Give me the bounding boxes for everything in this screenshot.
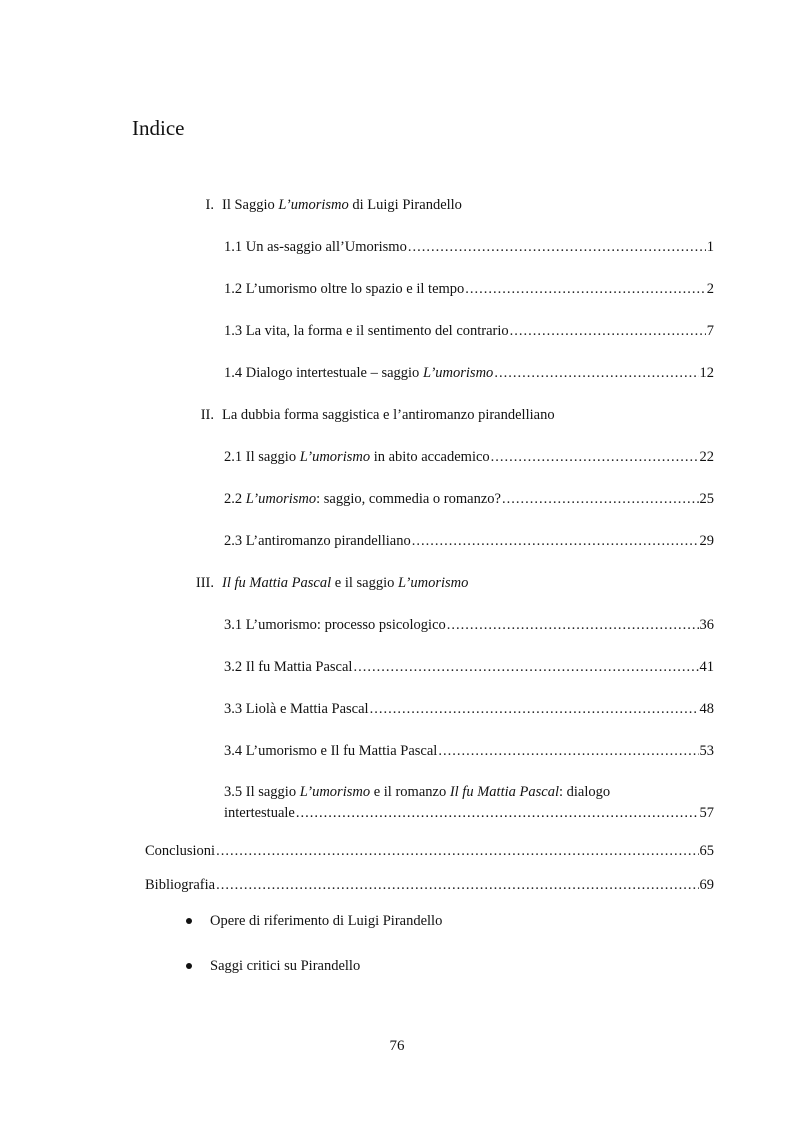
toc-entry-2-1 [224, 448, 714, 466]
entry-page: 29 [699, 533, 714, 549]
toc-entry-2-2 [224, 490, 714, 508]
page-number: 76 [389, 1038, 405, 1054]
dot-leader [353, 658, 698, 676]
entry-title: 1.2 L’umorismo oltre lo spazio e il tempo [224, 281, 465, 297]
chapter-2 [188, 406, 555, 424]
dot-leader [216, 876, 698, 894]
entry-page: 41 [699, 659, 714, 675]
chapter-number: I. [205, 197, 214, 213]
chapter-title-italic: Il fu Mattia Pascal [222, 575, 332, 591]
chapter-number: III. [195, 575, 214, 591]
bullet-icon [186, 918, 192, 924]
entry-title: Conclusioni [145, 843, 216, 859]
toc-entry-conclusioni [145, 842, 714, 860]
chapter-title-italic-2: L’umorismo [398, 575, 469, 591]
entry-page: 53 [699, 743, 714, 759]
entry-page: 48 [699, 701, 714, 717]
dot-leader [491, 448, 699, 466]
toc-entry-1-4 [224, 364, 714, 382]
dot-leader [370, 700, 699, 718]
entry-title: 3.4 L’umorismo e Il fu Mattia Pascal [224, 743, 438, 759]
dot-leader [494, 364, 698, 382]
dot-leader [502, 490, 699, 508]
entry-title: 2.1 Il saggio L’umorismo in abito accademico [224, 449, 490, 465]
entry-page: 22 [699, 449, 714, 465]
toc-entry-3-1 [224, 616, 714, 634]
entry-title-line-2: intertestuale ..... 57 [224, 803, 714, 824]
toc-entry-2-3 [224, 532, 714, 550]
dot-leader [408, 238, 706, 256]
entry-title: 1.4 Dialogo intertestuale – saggio L’umorismo [224, 365, 494, 381]
toc-entry-1-3 [224, 322, 714, 340]
entry-title: 3.2 Il fu Mattia Pascal [224, 659, 353, 675]
entry-page: 69 [699, 877, 714, 893]
bullet-icon [186, 963, 192, 969]
toc-entry-1-1 [224, 238, 714, 256]
entry-page: 25 [699, 491, 714, 507]
entry-page: 1 [706, 239, 714, 255]
dot-leader [510, 322, 706, 340]
dot-leader [216, 842, 698, 860]
chapter-1 [188, 196, 462, 214]
bibliography-item: Opere di riferimento di Luigi Pirandello [186, 912, 442, 930]
toc-entry-1-2 [224, 280, 714, 298]
entry-title: 3.3 Liolà e Mattia Pascal [224, 701, 369, 717]
toc-entry-3-3 [224, 700, 714, 718]
toc-entry-bibliografia [145, 876, 714, 894]
dot-leader [438, 742, 698, 760]
entry-title: 1.3 La vita, la forma e il sentimento del contrario [224, 323, 509, 339]
dot-leader [412, 532, 699, 550]
entry-title: 3.1 L’umorismo: processo psicologico [224, 617, 446, 633]
toc-entry-3-4 [224, 742, 714, 760]
page-title: Indice [132, 116, 185, 140]
entry-page: 2 [706, 281, 714, 297]
chapter-title-post: di Luigi Pirandello [348, 197, 462, 213]
chapter-title-post: e il saggio [331, 575, 398, 591]
toc-entry-3-2 [224, 658, 714, 676]
entry-page: 12 [699, 365, 714, 381]
chapter-number: II. [200, 407, 214, 423]
entry-page: 7 [706, 323, 714, 339]
chapter-3 [188, 574, 468, 592]
entry-title: 2.2 L’umorismo: saggio, commedia o romanzo? [224, 491, 501, 507]
entry-page: 57 [699, 805, 714, 821]
entry-page: 65 [699, 843, 714, 859]
dot-leader [465, 280, 705, 298]
toc-entry-3-5 [224, 782, 714, 824]
dot-leader [296, 803, 699, 824]
bibliography-item: Saggi critici su Pirandello [186, 957, 360, 975]
chapter-title-pre: La dubbia forma saggistica e l’antiromanzo pirandelliano [222, 407, 555, 423]
dot-leader [447, 616, 699, 634]
entry-title: 1.1 Un as-saggio all’Umorismo [224, 239, 407, 255]
entry-page: 36 [699, 617, 714, 633]
chapter-title-pre: Il Saggio [222, 197, 279, 213]
entry-title: 2.3 L’antiromanzo pirandelliano [224, 533, 411, 549]
entry-title: Bibliografia [145, 877, 216, 893]
entry-title-line-1: 3.5 Il saggio L’umorismo e il romanzo Il fu Mattia Pascal: dialogo [224, 784, 611, 800]
chapter-title-italic: L’umorismo [278, 197, 349, 213]
